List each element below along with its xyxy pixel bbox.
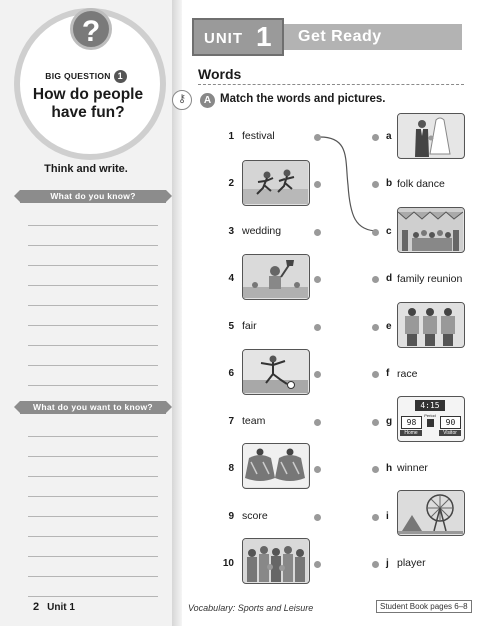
item-word: winner	[397, 462, 428, 474]
match-dot[interactable]	[314, 229, 321, 236]
picture-player	[242, 349, 310, 395]
match-dot[interactable]	[314, 276, 321, 283]
scoreboard-home-label: Home	[400, 430, 422, 436]
match-dot[interactable]	[314, 324, 321, 331]
item-letter: b	[386, 178, 393, 189]
big-question: How do people have fun?	[32, 86, 144, 121]
unit-number: 1	[256, 21, 272, 52]
item-number: 8	[228, 463, 234, 474]
item-number: 9	[228, 511, 234, 522]
unit-title: Get Ready	[284, 24, 462, 50]
big-question-number: 1	[114, 70, 127, 83]
match-dot[interactable]	[372, 371, 379, 378]
item-letter: i	[386, 511, 389, 522]
unit-label: Unit 1	[47, 602, 75, 613]
question-mark-icon: ?	[70, 8, 112, 50]
item-number: 7	[228, 416, 234, 427]
match-dot[interactable]	[314, 371, 321, 378]
big-question-text: BIG QUESTION	[45, 71, 111, 81]
item-letter: a	[386, 131, 392, 142]
match-dot[interactable]	[314, 181, 321, 188]
picture-fair	[397, 490, 465, 536]
scoreboard-period-label: Period	[424, 413, 436, 418]
what-do-you-want-to-know-banner: What do you want to know?	[20, 401, 166, 414]
item-word: family reunion	[397, 273, 463, 285]
scoreboard-visitor-label: Visitor	[439, 430, 461, 436]
item-number: 4	[228, 273, 234, 284]
match-dot[interactable]	[372, 134, 379, 141]
match-dot[interactable]	[372, 229, 379, 236]
match-dot[interactable]	[372, 561, 379, 568]
item-word: race	[397, 368, 418, 380]
picture-folk-dance	[242, 443, 310, 489]
page-number: 2	[33, 601, 40, 613]
item-number: 2	[228, 178, 234, 189]
item-number: 10	[222, 558, 234, 569]
item-number: 3	[228, 226, 234, 237]
item-letter: j	[386, 558, 389, 569]
item-word: festival	[242, 130, 275, 142]
activity-letter-badge: A	[200, 93, 215, 108]
unit-word: UNIT	[204, 30, 243, 47]
item-letter: d	[386, 273, 393, 284]
picture-winner	[242, 254, 310, 300]
match-dot[interactable]	[314, 419, 321, 426]
match-dot[interactable]	[372, 276, 379, 283]
scoreboard-time: 4:15	[415, 400, 445, 411]
item-number: 5	[228, 321, 234, 332]
student-book-pages: Student Book pages 6–8	[376, 600, 472, 613]
picture-festival	[397, 207, 465, 253]
item-word: score	[242, 510, 268, 522]
item-letter: e	[386, 321, 392, 332]
item-word: player	[397, 557, 426, 569]
picture-family-reunion	[242, 538, 310, 584]
match-dot[interactable]	[372, 466, 379, 473]
picture-scoreboard	[397, 396, 465, 442]
scoreboard-home-score: 98	[401, 416, 422, 429]
match-dot[interactable]	[314, 561, 321, 568]
what-do-you-know-banner: What do you know?	[20, 190, 166, 203]
picture-team	[397, 302, 465, 348]
section-title: Words	[198, 66, 242, 82]
item-word: fair	[242, 320, 257, 332]
match-dot[interactable]	[314, 514, 321, 521]
item-number: 1	[228, 131, 234, 142]
scoreboard-visitor-score: 90	[440, 416, 461, 429]
item-number: 6	[228, 368, 234, 379]
match-dot[interactable]	[314, 134, 321, 141]
vocabulary-footer: Vocabulary: Sports and Leisure	[188, 603, 314, 613]
match-dot[interactable]	[372, 419, 379, 426]
match-dot[interactable]	[372, 181, 379, 188]
think-and-write: Think and write.	[44, 163, 128, 175]
scoreboard-period	[427, 419, 434, 427]
item-word: team	[242, 415, 266, 427]
key-icon: ⚷	[172, 90, 192, 110]
item-letter: f	[386, 368, 390, 379]
item-word: folk dance	[397, 178, 445, 190]
match-dot[interactable]	[372, 324, 379, 331]
item-letter: c	[386, 226, 392, 237]
match-dot[interactable]	[372, 514, 379, 521]
match-dot[interactable]	[314, 466, 321, 473]
item-letter: g	[386, 416, 393, 427]
instruction-text: Match the words and pictures.	[220, 93, 386, 105]
item-letter: h	[386, 463, 393, 474]
item-word: wedding	[242, 225, 282, 237]
picture-wedding	[397, 113, 465, 159]
picture-race	[242, 160, 310, 206]
